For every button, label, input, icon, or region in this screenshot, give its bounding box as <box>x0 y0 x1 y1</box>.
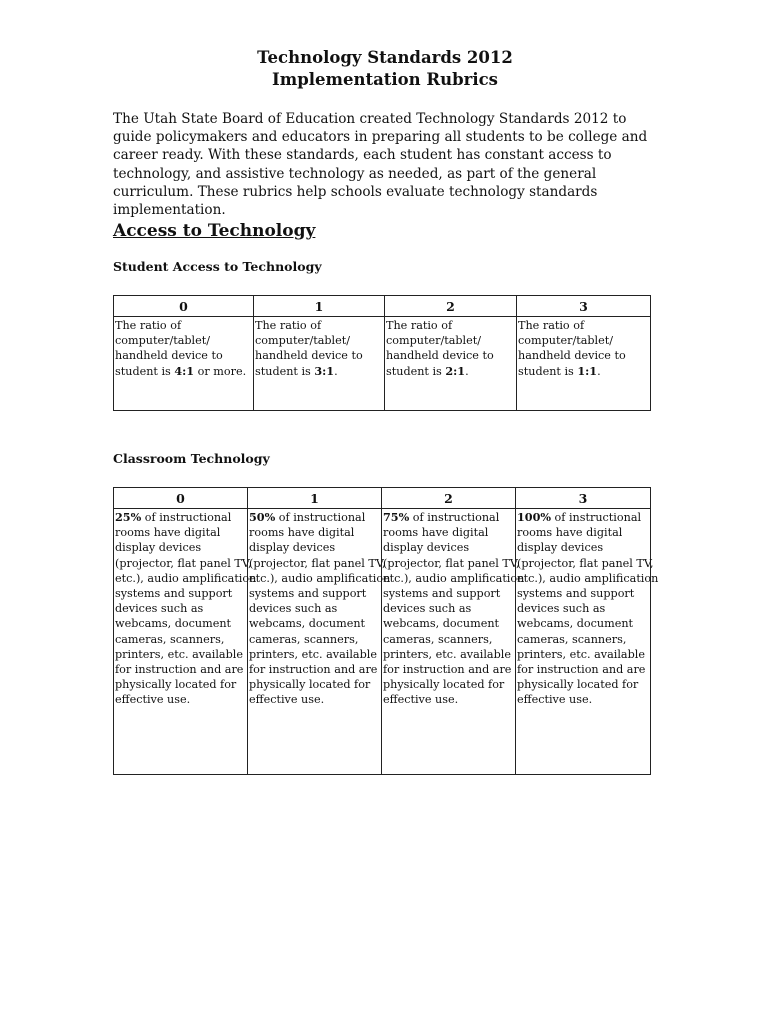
student-access-heading: Student Access to Technology <box>113 259 322 274</box>
score-header: 3 <box>516 488 651 509</box>
rubric-cell <box>382 509 525 775</box>
percent-value: 25% <box>115 510 142 524</box>
cell-line: printers, etc. available <box>115 647 243 661</box>
cell-line: for instruction and are <box>517 663 646 677</box>
cell-line: 25% of instructional <box>115 510 232 524</box>
student-access-table <box>113 295 651 411</box>
cell-line: display devices <box>383 541 470 555</box>
score-header: 0 <box>114 296 254 317</box>
cell-line: devices such as <box>383 602 472 616</box>
cell-line: (projector, flat panel TV, <box>517 556 654 570</box>
cell-line: cameras, scanners, <box>115 632 225 646</box>
cell-line: etc.), audio amplification <box>249 571 391 585</box>
cell-line: (projector, flat panel TV, <box>383 556 520 570</box>
cell-line: systems and support <box>383 587 501 601</box>
intro-paragraph: The Utah State Board of Education created Technology Standards 2012 to guide policymakers and educators in preparing all students to be college and career ready. With these standards, each student has constant access to technology, and assistive technology as needed, as part of the general curriculum. These rubrics help schools evaluate technology standards implementation. <box>113 111 648 219</box>
cell-line: display devices <box>249 541 336 555</box>
table-row <box>114 317 651 411</box>
table-row <box>114 509 651 775</box>
cell-line: effective use. <box>249 693 325 707</box>
rubric-cell <box>248 509 391 775</box>
percent-value: 100% <box>517 510 551 524</box>
cell-line: systems and support <box>249 587 367 601</box>
score-header: 1 <box>248 488 382 509</box>
cell-line: webcams, document <box>115 617 232 631</box>
cell-line: for instruction and are <box>115 663 244 677</box>
cell-line: devices such as <box>517 602 606 616</box>
cell-line: physically located for <box>517 678 639 692</box>
table-header-row <box>114 488 651 509</box>
cell-line: systems and support <box>115 587 233 601</box>
cell-line: devices such as <box>115 602 204 616</box>
cell-line: rooms have digital <box>115 526 221 540</box>
score-header: 2 <box>382 488 516 509</box>
cell-line: physically located for <box>115 678 237 692</box>
classroom-technology-table <box>113 487 659 775</box>
cell-line: webcams, document <box>517 617 634 631</box>
rubric-cell: The ratio of computer/tablet/ handheld device to student is 2:1. <box>385 317 517 411</box>
cell-line: for instruction and are <box>249 663 378 677</box>
cell-line: (projector, flat panel TV, <box>115 556 252 570</box>
cell-line: printers, etc. available <box>383 647 511 661</box>
cell-line: devices such as <box>249 602 338 616</box>
cell-line: rooms have digital <box>249 526 355 540</box>
section-heading-access: Access to Technology <box>113 221 316 241</box>
cell-line: effective use. <box>517 693 593 707</box>
rubric-cell <box>516 509 659 775</box>
rubric-cell: The ratio of computer/tablet/ handheld device to student is 3:1. <box>254 317 385 411</box>
cell-line: 100% of instructional <box>517 510 642 524</box>
percent-value: 50% <box>249 510 276 524</box>
rubric-cell: The ratio of computer/tablet/ handheld device to student is 4:1 or more. <box>114 317 254 411</box>
page-title: Technology Standards 2012 <box>257 48 513 67</box>
cell-line: rooms have digital <box>383 526 489 540</box>
page-subtitle: Implementation Rubrics <box>272 70 498 89</box>
cell-line: display devices <box>115 541 202 555</box>
table-header-row <box>114 296 651 317</box>
cell-line: etc.), audio amplification <box>383 571 525 585</box>
cell-line: etc.), audio amplification <box>115 571 257 585</box>
cell-line: display devices <box>517 541 604 555</box>
cell-line: etc.), audio amplification <box>517 571 659 585</box>
cell-line: cameras, scanners, <box>517 632 627 646</box>
cell-line: printers, etc. available <box>249 647 377 661</box>
score-header: 1 <box>254 296 385 317</box>
cell-line: webcams, document <box>383 617 500 631</box>
cell-line: physically located for <box>249 678 371 692</box>
cell-line: (projector, flat panel TV, <box>249 556 386 570</box>
cell-line: systems and support <box>517 587 635 601</box>
cell-line: 75% of instructional <box>383 510 500 524</box>
score-header: 0 <box>114 488 248 509</box>
cell-line: cameras, scanners, <box>249 632 359 646</box>
cell-line: effective use. <box>115 693 191 707</box>
percent-value: 75% <box>383 510 410 524</box>
cell-line: cameras, scanners, <box>383 632 493 646</box>
cell-line: 50% of instructional <box>249 510 366 524</box>
cell-line: for instruction and are <box>383 663 512 677</box>
cell-line: webcams, document <box>249 617 366 631</box>
classroom-technology-heading: Classroom Technology <box>113 451 270 466</box>
cell-line: physically located for <box>383 678 505 692</box>
rubric-cell <box>114 509 257 775</box>
cell-line: rooms have digital <box>517 526 623 540</box>
cell-line: effective use. <box>383 693 459 707</box>
rubric-cell: The ratio of computer/tablet/ handheld device to student is 1:1. <box>517 317 651 411</box>
score-header: 3 <box>517 296 651 317</box>
score-header: 2 <box>385 296 517 317</box>
cell-line: printers, etc. available <box>517 647 645 661</box>
